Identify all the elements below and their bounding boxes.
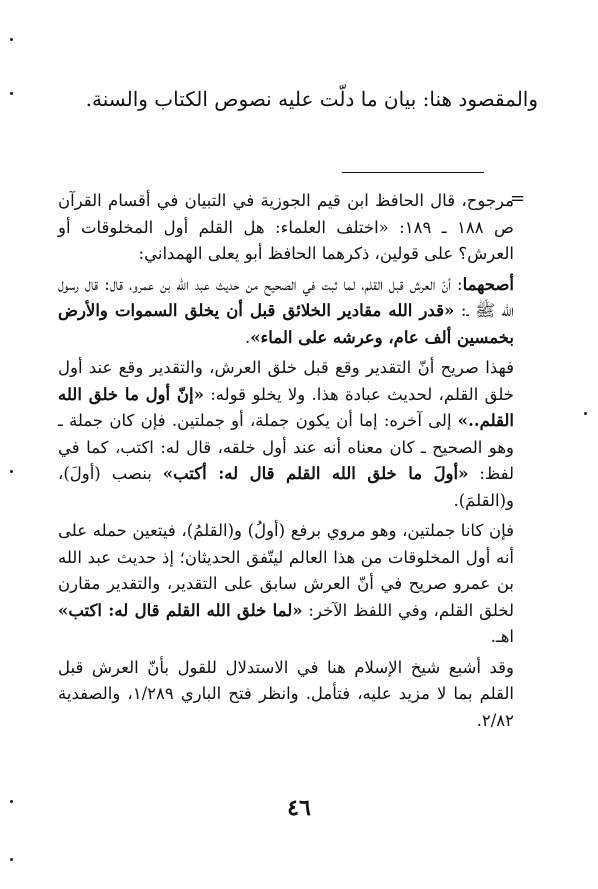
footnote-text: فإن كانا جملتين، وهو مروي برفع (أولُ) و(القلمُ)، فيتعين حمله على أنه أول المخلوقات من هذا العالم ليتّفق الحديثان؛ إذ حديث عبد الله بن عمرو صريح في أنّ العرش سابق على التقدير، والتقدير مقارن لخلق القلم، وفي اللفظ الآخر: [58,521,514,620]
footnote-paragraph [58,355,514,514]
hadith-quote: «لما خلق الله القلم قال له: اكتب» [58,600,303,620]
footnote-text: بنصب (أولَ)، و(القلمَ). [58,464,514,510]
scan-speck [10,800,13,803]
footnote-continuation-marker: = [510,188,526,209]
footnote-separator [342,172,484,173]
footnote-text: : أنّ العرش قبل القلم، لما ثبت في الصحيح من حديث عبد الله بن عمرو، قال: قال رسول الله ﷺ ـ: [58,274,514,320]
footnote-text: اهـ. [490,627,514,646]
footnote-text: . [244,327,251,347]
hadith-quote: «أولَ ما خلق الله القلم قال له: أكتب» [162,464,469,483]
footnote-bold-text: أصحهما [462,274,514,294]
footnote-text: وقد أشبع شيخ الإسلام هنا في الاستدلال للقول بأنّ العرش قبل القلم بما لا مزيد عليه، فتأمل. وانظر فتح الباري ١/٢٨٩، والصفدية ٢/٨٢. [58,657,514,730]
footnote-text: فهذا صريح أنّ التقدير وقع قبل خلق العرش، والتقدير وقع عند أول خلق القلم، لحديث عبادة هذا. ولا يخلو قوله: [58,358,514,404]
footnote-paragraph [58,518,514,651]
scan-speck [10,470,13,473]
scan-speck [10,38,13,41]
main-text-line: والمقصود هنا: بيان ما دلّت عليه نصوص الكتاب والسنة. [85,87,538,111]
footnote-paragraph [58,272,514,352]
scan-speck [10,858,13,861]
footnote-block [58,188,514,738]
page-number: ٤٦ [287,795,311,821]
hadith-quote: «إنّ أول ما خلق الله القلم..» [58,384,514,430]
footnote-text: إلى آخره: إما أن يكون جملة، أو جملتين. فإن كان جملة ـ وهو الصحيح ـ كان معناه أنه عند أول خلقه، قال له: اكتب، كما في لفظ: [58,411,515,483]
scan-speck [10,92,13,95]
footnote-paragraph [58,655,514,735]
footnote-paragraph [58,188,514,268]
hadith-quote: «قدر الله مقادير الخلائق قبل أن يخلق السموات والأرض بخمسين ألف عام، وعرشه على الماء» [58,301,514,347]
scan-speck [584,412,587,415]
footnote-text: مرجوح، قال الحافظ ابن قيم الجوزية في التبيان في أقسام القرآن ص ١٨٨ ـ ١٨٩: «اختلف العلماء: هل القلم أول المخلوقات أو العرش؟ على قولين، ذكرهما الحافظ أبو يعلى الهمداني: [58,191,514,263]
